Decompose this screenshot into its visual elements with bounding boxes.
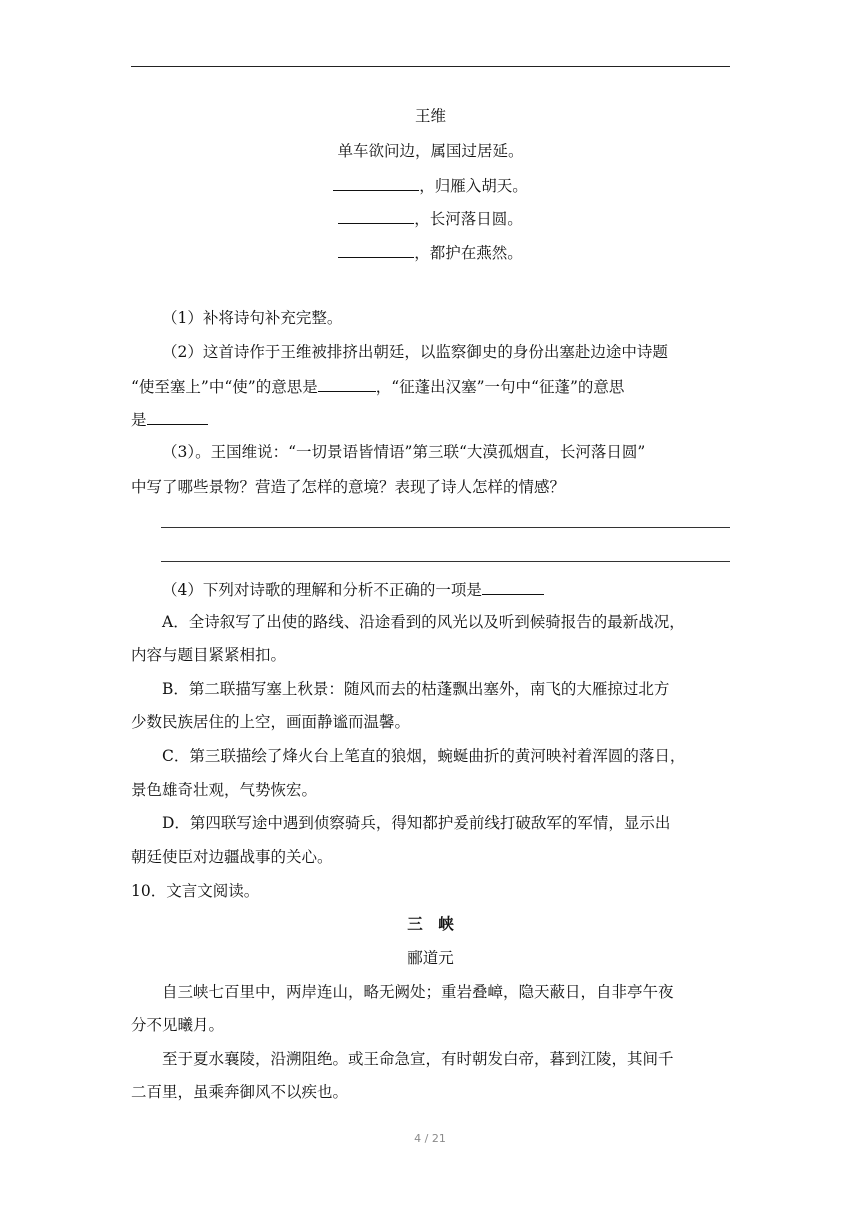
passage-p1-line-2: 分不见曦月。: [131, 1016, 225, 1034]
answer-blank: [482, 578, 544, 595]
page-number: 4 / 21: [414, 1132, 446, 1145]
poem-line-4: ，都护在燕然。: [131, 241, 730, 263]
question-2-line-2: “使至塞上”中“使”的意思是 ，“征蓬出汉塞”一句中“征蓬”的意思: [131, 375, 730, 397]
header-rule: [131, 66, 730, 67]
question-1: （1）补将诗句补充完整。: [162, 309, 343, 327]
answer-line: [161, 561, 730, 562]
option-d-line-1: D．第四联写途中遇到侦察骑兵，得知都护爰前线打破敌军的军情，显示出: [162, 814, 671, 832]
poem-line-1: 单车欲问边，属国过居延。: [337, 142, 524, 160]
answer-blank: [338, 207, 414, 224]
passage-author: 郦道元: [407, 949, 454, 967]
option-a-line-1: A．全诗叙写了出使的路线、沿途看到的风光以及听到候骑报告的最新战况，: [162, 613, 685, 631]
passage-p2-line-1: 至于夏水襄陵，沿溯阻绝。或王命急宣，有时朝发白帝，暮到江陵，其间千: [162, 1050, 674, 1068]
question-4: （4）下列对诗歌的理解和分析不正确的一项是: [131, 578, 730, 600]
question-3-line-1: （3）。王国维说：“一切景语皆情语”第三联“大漠孤烟直，长河落日圆”: [162, 443, 646, 461]
answer-blank: [333, 174, 419, 191]
question-2-line-1: （2）这首诗作于王维被排挤出朝廷，以监察御史的身份出塞赴边途中诗题: [162, 343, 668, 361]
option-c-line-1: C．第三联描绘了烽火台上笔直的狼烟，蜿蜒曲折的黄河映衬着浑圆的落日，: [162, 747, 686, 765]
answer-line: [161, 527, 730, 528]
option-b-line-1: B．第二联描写塞上秋景：随风而去的枯蓬飘出塞外，南飞的大雁掠过北方: [162, 680, 670, 698]
poem-line-2: ，归雁入胡天。: [131, 174, 730, 196]
answer-blank: [147, 408, 208, 425]
passage-p1-line-1: 自三峡七百里中，两岸连山，略无阙处；重岩叠嶂，隐天蔽日，自非亭午夜: [162, 983, 674, 1001]
poem-line-3: ，长河落日圆。: [131, 207, 730, 229]
question-3-line-2: 中写了哪些景物？营造了怎样的意境？表现了诗人怎样的情感？: [131, 478, 566, 496]
option-b-line-2: 少数民族居住的上空，画面静谧而温馨。: [131, 713, 411, 731]
poem-author: 王维: [414, 107, 446, 125]
answer-blank: [318, 375, 376, 392]
question-2-line-3: 是: [131, 408, 730, 430]
option-c-line-2: 景色雄奇壮观，气势恢宏。: [131, 781, 318, 799]
answer-blank: [338, 241, 414, 258]
passage-title: 三 峡: [407, 914, 454, 933]
section-10-heading: 10．文言文阅读。: [131, 882, 260, 900]
passage-p2-line-2: 二百里，虽乘奔御风不以疾也。: [131, 1083, 349, 1101]
option-a-line-2: 内容与题目紧紧相扣。: [131, 646, 287, 664]
option-d-line-2: 朝廷使臣对边疆战事的关心。: [131, 848, 333, 866]
